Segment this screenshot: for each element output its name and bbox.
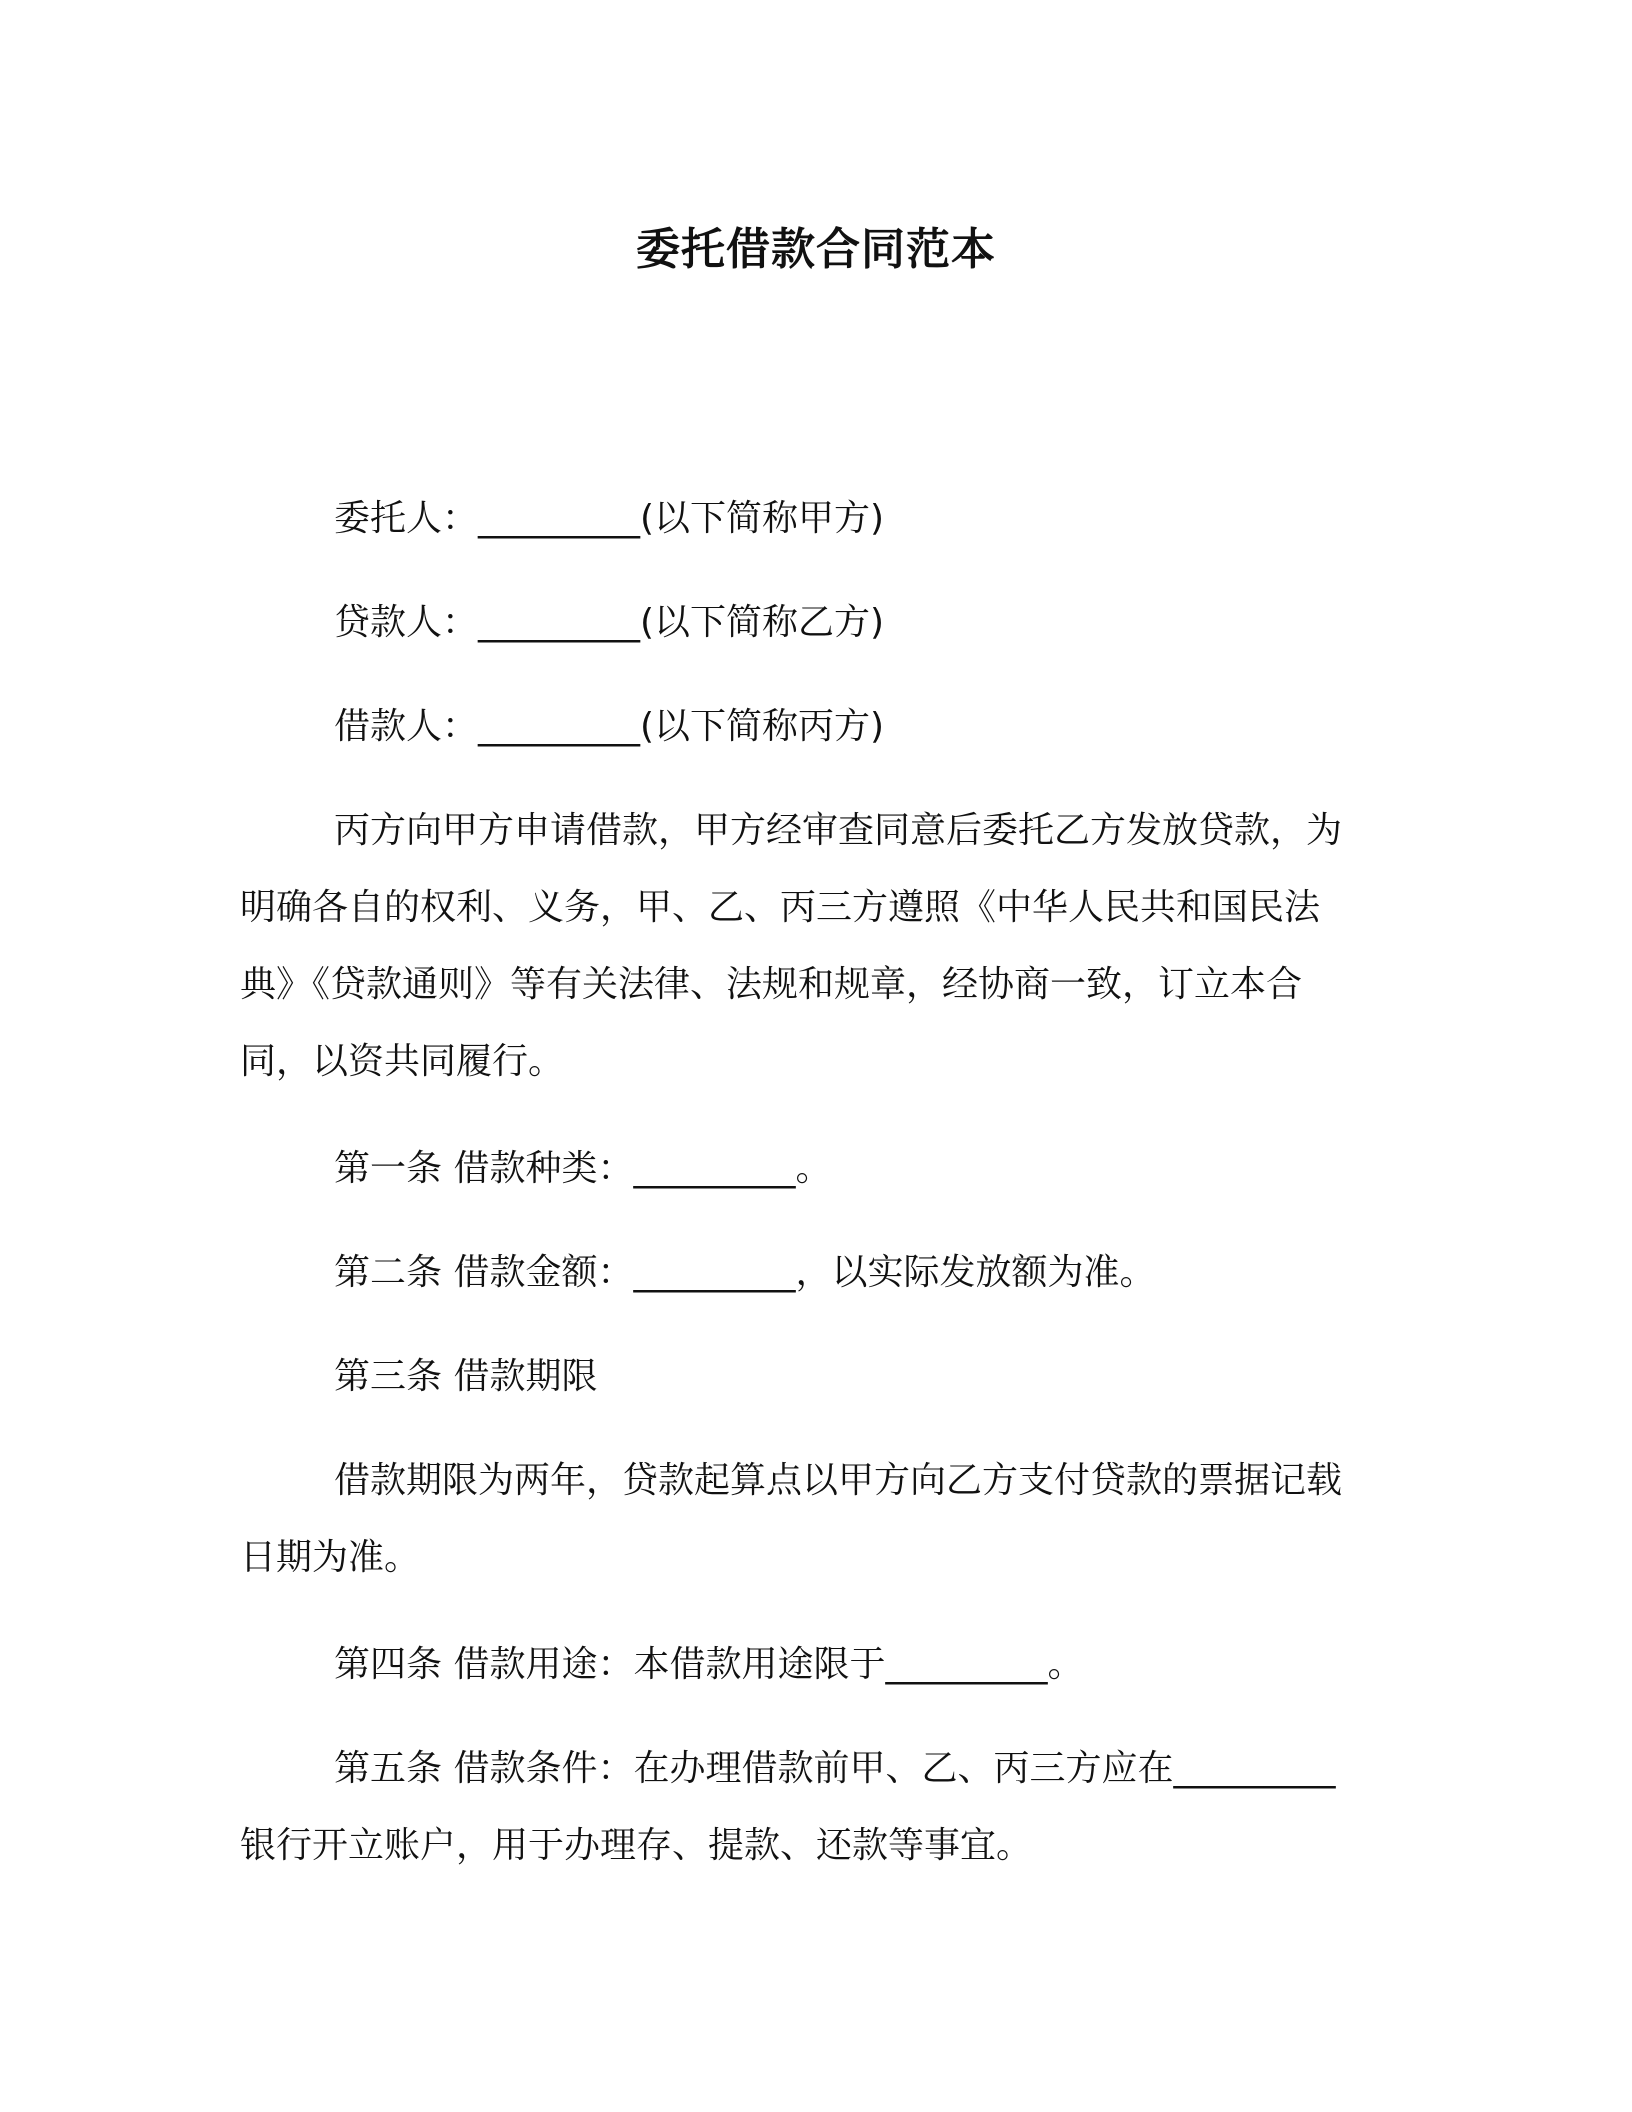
article-2: 第二条 借款金额：_________，以实际发放额为准。 [334, 1252, 1156, 1293]
article-4: 第四条 借款用途：本借款用途限于_________。 [334, 1644, 1084, 1685]
article-5-line-2: 银行开立账户，用于办理存、提款、还款等事宜。 [240, 1825, 1033, 1866]
article-1: 第一条 借款种类：_________。 [334, 1148, 832, 1189]
party-borrower: 借款人：_________(以下简称丙方) [334, 706, 885, 747]
document-title: 委托借款合同范本 [636, 224, 996, 275]
article-5-line-1: 第五条 借款条件：在办理借款前甲、乙、丙三方应在_________ [334, 1748, 1336, 1789]
party-entrustor: 委托人：_________(以下简称甲方) [334, 498, 885, 539]
article-3-title: 第三条 借款期限 [334, 1356, 598, 1397]
preamble-line-4: 同，以资共同履行。 [240, 1041, 565, 1082]
article-3-body-line-2: 日期为准。 [240, 1537, 421, 1578]
article-3-body-line-1: 借款期限为两年，贷款起算点以甲方向乙方支付贷款的票据记载 [334, 1460, 1343, 1501]
preamble-line-3: 典》《贷款通则》等有关法律、法规和规章，经协商一致，订立本合 [240, 964, 1303, 1005]
party-lender: 贷款人：_________(以下简称乙方) [334, 602, 885, 643]
preamble-line-1: 丙方向甲方申请借款，甲方经审查同意后委托乙方发放贷款，为 [334, 810, 1343, 851]
preamble-line-2: 明确各自的权利、义务，甲、乙、丙三方遵照《中华人民共和国民法 [240, 887, 1321, 928]
